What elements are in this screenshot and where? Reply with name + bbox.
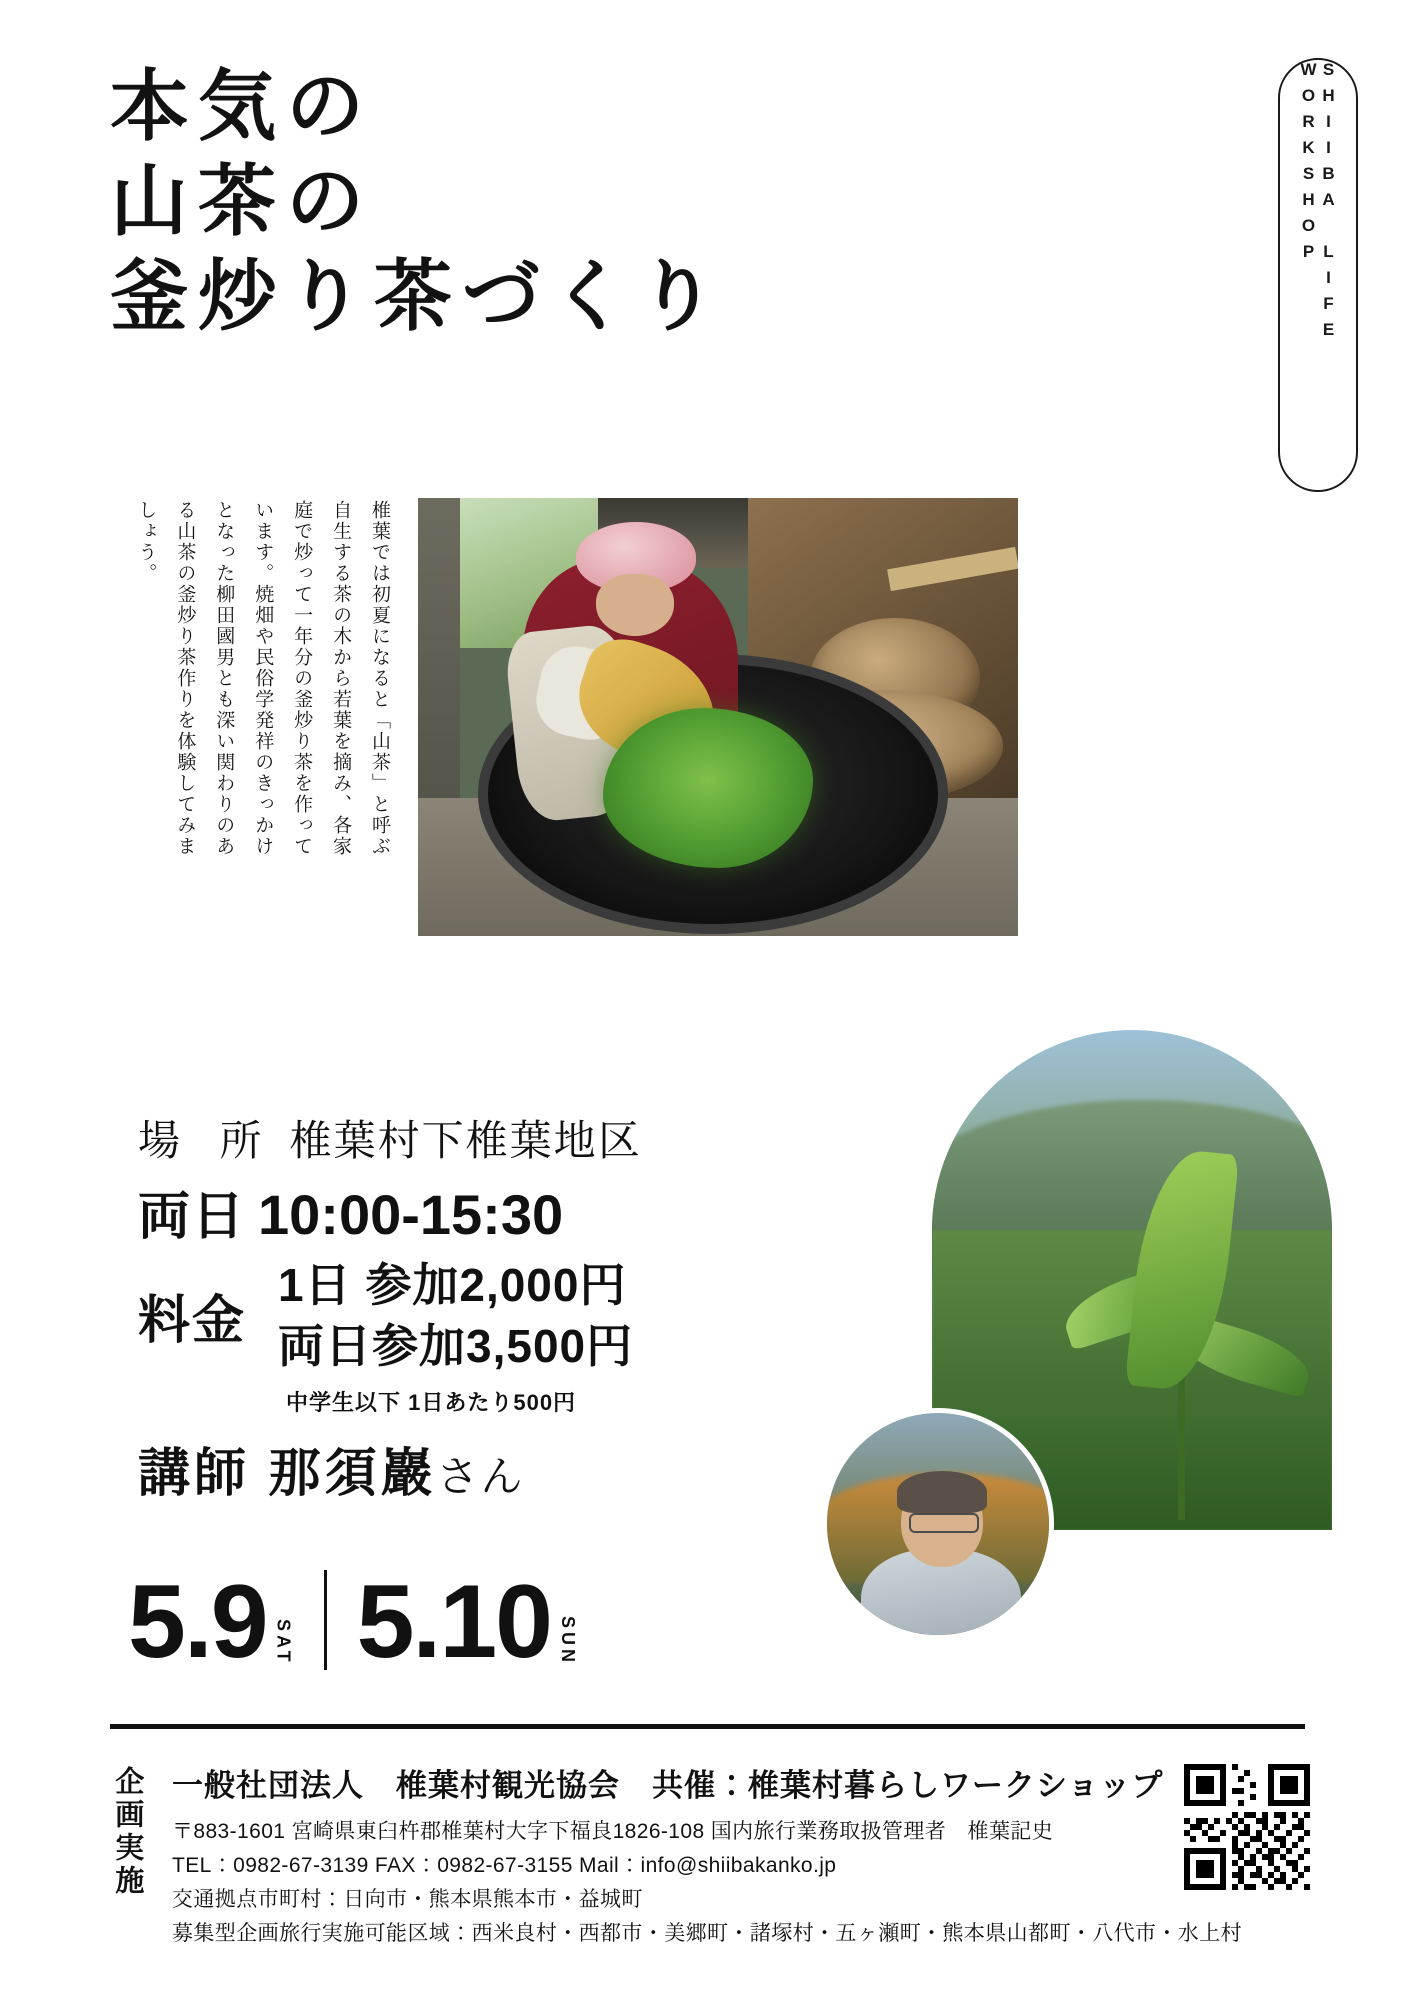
footer-area: 募集型企画旅行実施可能区域：西米良村・西都市・美郷町・諸塚村・五ヶ瀬町・熊本県山都町・八代市・水上村 (172, 1922, 1242, 1946)
event-dates (128, 1564, 578, 1680)
workshop-badge (1278, 58, 1358, 492)
footer-organizer: 一般社団法人 椎葉村観光協会 共催：椎葉村暮らしワークショップ (172, 1768, 1164, 1803)
poster-title (110, 60, 1010, 345)
lecturer-suffix: さん (436, 1453, 525, 1501)
place-value: 椎葉村下椎葉地区 (289, 1117, 642, 1164)
fee-note: 中学生以下 1日あたり500円 (286, 1390, 577, 1416)
event-info (138, 1108, 798, 1506)
days-label: 両日 (138, 1188, 247, 1246)
glasses-icon (909, 1513, 979, 1533)
fee-two-days: 両日参加3,500円 (278, 1319, 634, 1372)
fee-values (278, 1255, 633, 1376)
fee-label: 料金 (138, 1292, 247, 1351)
date-second-dayofweek: SUN (558, 1615, 578, 1666)
date-first-number: 5.9 (128, 1564, 267, 1680)
title-line-2: 山茶の (110, 157, 375, 248)
info-row-place (138, 1108, 798, 1168)
footer-transport: 交通拠点市町村：日向市・熊本県熊本市・益城町 (172, 1888, 643, 1912)
date-first-dayofweek: SAT (273, 1619, 294, 1666)
photo-lecturer-portrait (822, 1408, 1054, 1640)
title-line-3: 釜炒り茶づくり (110, 252, 727, 343)
info-row-time (138, 1174, 798, 1249)
footer-vertical-label: 企画実施 (111, 1766, 144, 1898)
photo-hair-shape (897, 1471, 987, 1513)
photo-roasting-tea (418, 498, 1018, 936)
footer (110, 1760, 1310, 1951)
place-label: 場 所 (138, 1117, 276, 1164)
days-value: 10:00-15:30 (258, 1183, 564, 1246)
footer-address: 〒883-1601 宮崎県東臼杵郡椎葉村大字下福良1826-108 国内旅行業務取扱管理者 椎葉記史 (172, 1820, 1054, 1843)
info-row-fee (138, 1255, 798, 1376)
lecturer-name: 講師 那須巖 (138, 1445, 437, 1504)
date-second (356, 1564, 578, 1680)
footer-divider (110, 1724, 1305, 1729)
date-first (128, 1564, 294, 1680)
title-line-1: 本気の (110, 62, 375, 152)
qr-code-icon[interactable] (1184, 1764, 1310, 1890)
lecturer-line (138, 1431, 798, 1506)
workshop-badge-label: SHIIBA LIFE WORKSHOP (1299, 60, 1338, 346)
description-text: 椎葉では初夏になると「山茶」と呼ぶ自生する茶の木から若葉を摘み、各家庭で炒って一年分の釜炒り茶を作っています。焼畑や民俗学発祥のきっかけとなった柳田國男とも深い関わりのある山茶の釜炒り茶作りを体験してみましょう。 (135, 500, 390, 857)
photo-face-shape (596, 574, 674, 636)
date-separator (324, 1570, 327, 1670)
date-second-number: 5.10 (356, 1564, 551, 1680)
fee-one-day: 1日 参加2,000円 (278, 1259, 627, 1311)
footer-contact: TEL：0982-67-3139 FAX：0982-67-3155 Mail：info@shiibakanko.jp (172, 1854, 837, 1878)
footer-body (172, 1760, 1242, 1951)
photo-tea-leaves-shape (603, 708, 813, 868)
